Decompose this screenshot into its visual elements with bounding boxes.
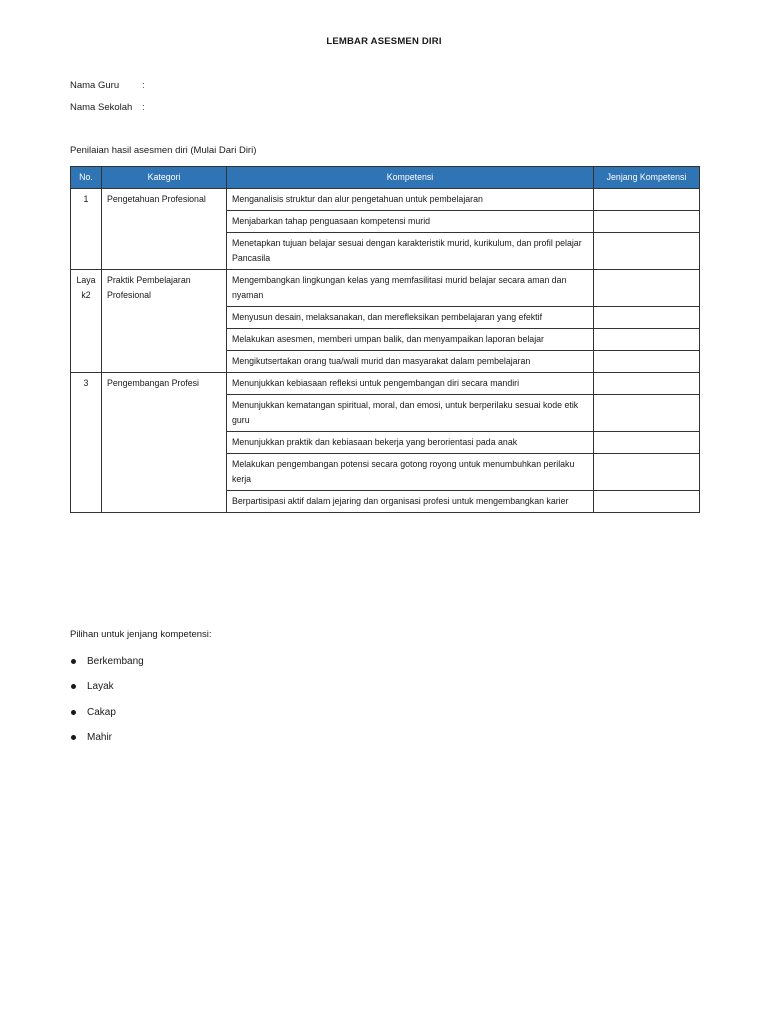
level-input-cell[interactable] bbox=[594, 189, 700, 211]
document-title: LEMBAR ASESMEN DIRI bbox=[326, 36, 442, 47]
column-header: Jenjang Kompetensi bbox=[594, 167, 700, 189]
field-label: Nama Sekolah bbox=[70, 102, 133, 113]
table-row bbox=[71, 373, 700, 395]
table-row bbox=[71, 270, 700, 307]
options-title: Pilihan untuk jenjang kompetensi: bbox=[70, 629, 212, 640]
level-input-cell[interactable] bbox=[594, 211, 700, 233]
level-input-cell[interactable] bbox=[594, 270, 700, 307]
level-input-cell[interactable] bbox=[594, 454, 700, 491]
competency-cell: Menetapkan tujuan belajar sesuai dengan karakteristik murid, kurikulum, dan profil pelajar Pancasila bbox=[227, 233, 594, 270]
field-separator: : bbox=[142, 102, 145, 113]
level-input-cell[interactable] bbox=[594, 307, 700, 329]
level-input-cell[interactable] bbox=[594, 329, 700, 351]
level-input-cell[interactable] bbox=[594, 233, 700, 270]
category-cell: Pengembangan Profesi bbox=[102, 373, 227, 513]
competency-cell: Menunjukkan kebiasaan refleksi untuk pengembangan diri secara mandiri bbox=[227, 373, 594, 395]
level-input-cell[interactable] bbox=[594, 432, 700, 454]
list-item bbox=[70, 650, 144, 675]
competency-cell: Menyusun desain, melaksanakan, dan merefleksikan pembelajaran yang efektif bbox=[227, 307, 594, 329]
row-number: 3 bbox=[71, 373, 102, 513]
competency-cell: Menunjukkan kematangan spiritual, moral, dan emosi, untuk berperilaku sesuai kode etik guru bbox=[227, 395, 594, 432]
column-header: No. bbox=[71, 167, 102, 189]
field-nama-guru bbox=[70, 80, 145, 91]
competency-cell: Melakukan pengembangan potensi secara gotong royong untuk menumbuhkan perilaku kerja bbox=[227, 454, 594, 491]
option-label: Berkembang bbox=[87, 656, 144, 667]
competency-cell: Melakukan asesmen, memberi umpan balik, dan menyampaikan laporan belajar bbox=[227, 329, 594, 351]
row-number: Laya k2 bbox=[71, 270, 102, 373]
category-cell: Praktik Pembelajaran Profesional bbox=[102, 270, 227, 373]
category-cell: Pengetahuan Profesional bbox=[102, 189, 227, 270]
table-row bbox=[71, 189, 700, 211]
competency-cell: Berpartisipasi aktif dalam jejaring dan organisasi profesi untuk mengembangkan karier bbox=[227, 491, 594, 513]
options-list bbox=[70, 650, 144, 751]
section-subtitle: Penilaian hasil asesmen diri (Mulai Dari Diri) bbox=[70, 145, 257, 156]
level-input-cell[interactable] bbox=[594, 373, 700, 395]
competency-cell: Mengikutsertakan orang tua/wali murid dan masyarakat dalam pembelajaran bbox=[227, 351, 594, 373]
level-input-cell[interactable] bbox=[594, 491, 700, 513]
option-label: Mahir bbox=[87, 731, 113, 743]
list-item bbox=[70, 726, 144, 751]
competency-cell: Mengembangkan lingkungan kelas yang memfasilitasi murid belajar secara aman dan nyaman bbox=[227, 270, 594, 307]
column-header: Kategori bbox=[102, 167, 227, 189]
bullet-icon bbox=[71, 735, 76, 740]
option-label: Layak bbox=[87, 681, 114, 693]
column-header: Kompetensi bbox=[227, 167, 594, 189]
table-header-row bbox=[71, 167, 700, 189]
field-nama-sekolah bbox=[70, 102, 145, 113]
row-number: 1 bbox=[71, 189, 102, 270]
bullet-icon bbox=[71, 684, 76, 689]
field-label: Nama Guru bbox=[70, 80, 120, 91]
bullet-icon bbox=[71, 659, 76, 664]
level-input-cell[interactable] bbox=[594, 395, 700, 432]
level-input-cell[interactable] bbox=[594, 351, 700, 373]
competency-cell: Menjabarkan tahap penguasaan kompetensi murid bbox=[227, 211, 594, 233]
list-item bbox=[70, 701, 144, 726]
bullet-icon bbox=[71, 710, 76, 715]
field-separator: : bbox=[142, 80, 145, 91]
assessment-table bbox=[70, 166, 700, 513]
competency-cell: Menganalisis struktur dan alur pengetahuan untuk pembelajaran bbox=[227, 189, 594, 211]
competency-cell: Menunjukkan praktik dan kebiasaan bekerja yang berorientasi pada anak bbox=[227, 432, 594, 454]
list-item bbox=[70, 675, 144, 700]
option-label: Cakap bbox=[87, 706, 116, 718]
